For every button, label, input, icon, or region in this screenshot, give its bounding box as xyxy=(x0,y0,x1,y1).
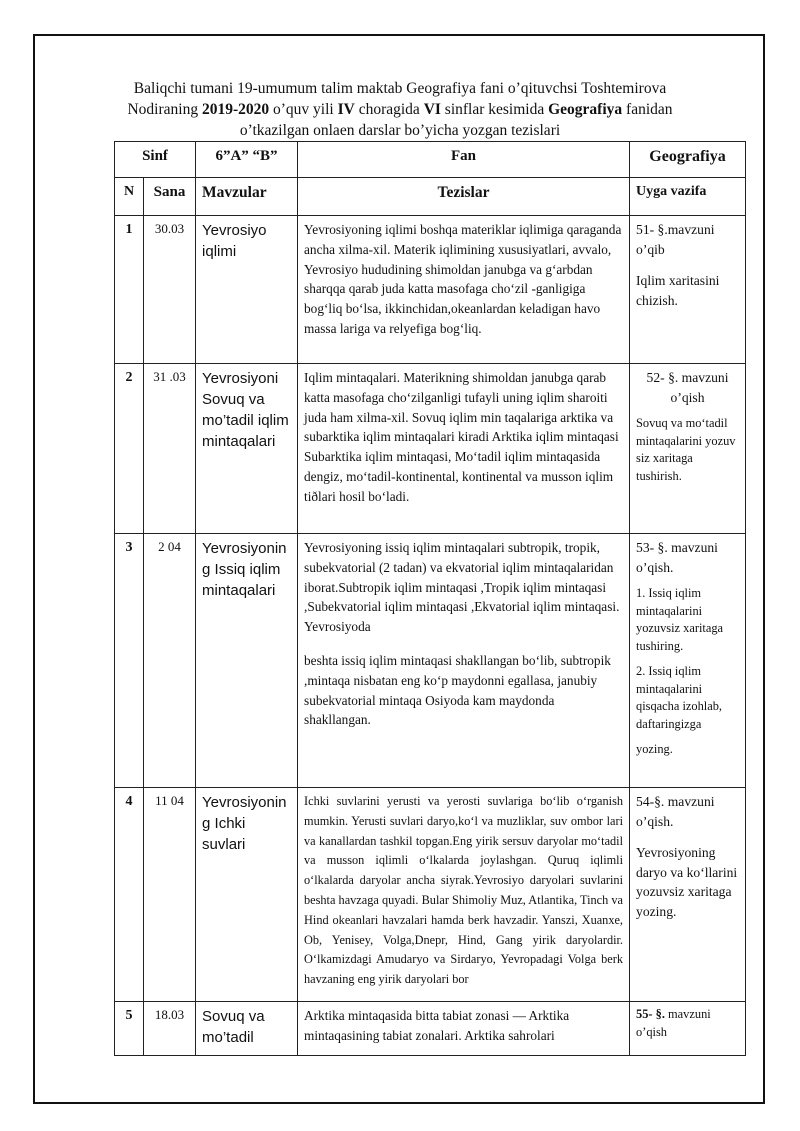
document-header xyxy=(60,78,740,141)
row-topic: Sovuq va mo’tadil xyxy=(196,1002,298,1056)
row-homework: 52- §. mavzuni o’qish Sovuq va mo‘tadil mintaqalarini yozuv siz xaritaga tushirish. xyxy=(630,364,746,534)
row-date: 11 04 xyxy=(144,788,196,1002)
table-header-row-2 xyxy=(115,178,746,216)
row-topic: Yevrosiyonin g Issiq iqlim mintaqalari xyxy=(196,534,298,788)
header-fan: Fan xyxy=(298,142,630,178)
header-mavzular: Mavzular xyxy=(196,178,298,216)
row-homework: 53- §. mavzuni o’qish. 1. Issiq iqlim mintaqalarini yozuvsiz xaritaga tushiring. 2. Issiq iqlim mintaqalarini qisqacha izohlab, daftaringizga yozing. xyxy=(630,534,746,788)
lesson-table xyxy=(114,141,746,1056)
table-header-row-1 xyxy=(115,142,746,178)
header-sinf: Sinf xyxy=(115,142,196,178)
row-number: 1 xyxy=(115,216,144,364)
row-date: 18.03 xyxy=(144,1002,196,1056)
header-n: N xyxy=(115,178,144,216)
table-row xyxy=(115,1002,746,1056)
row-homework: 51- §.mavzuni o’qib Iqlim xaritasini chizish. xyxy=(630,216,746,364)
row-thesis: Iqlim mintaqalari. Materikning shimoldan janubga qarab katta masofaga cho‘zilganligi tufayli uning iqlim sharoiti juda ham xilma-xil. Sovuq iqlim min taqalariga arktika va subarktika iqlim mintaqalari kiradi Arktika iqlim mintaqasi Subarktika iqlim mintaqasi, Mo‘tadil iqlim mintaqasida dengiz, mo‘tadil-kontinental, kontinental va musson iqlim tiðlari hosil bo‘ladi. xyxy=(298,364,630,534)
row-date: 30.03 xyxy=(144,216,196,364)
row-thesis: Ichki suvlarini yerusti va yerosti suvlariga bo‘lib o‘rganish mumkin. Yerusti suvlari daryo,ko‘l va muzliklar, suv ombor lari va kanallardan tashkil topgan.Eng yirik sersuv daryolar mo‘tadil va musson iqlimli o‘lkalarda joylashgan. Quruq iqlimli o‘lkalarda daryolar ancha siyrak.Yevrosiyo daryolari suvlarini beshta havzaga quyadi. Bular Shimoliy Muz, Atlantika, Tinch va Hind okeanlari havzalari hamda berk havzadir. Yanszi, Xuanxe, Ob, Yenisey, Volga,Dnepr, Hind, Gang yirik daryolardir. O‘lkamizdagi Amudaryo va Sirdaryo, Yevropadagi Volga berk havzaning eng yirik daryolari bor xyxy=(298,788,630,1002)
header-subject: Geografiya xyxy=(630,142,746,178)
table-row xyxy=(115,216,746,364)
row-thesis: Yevrosiyoning issiq iqlim mintaqalari subtropik, tropik, subekvatorial (2 tadan) va ekvatorial iqlim mintaqalaridan iborat.Subtropik iqlim mintaqasi ,Tropik iqlim mintaqasi ,Subekvatorial iqlim mintaqasi ,Ekvatorial iqlim mintaqasi. Yevrosiyoda beshta issiq iqlim mintaqasi shakllangan bo‘lib, subtropik ,mintaqa nisbatan eng ko‘p maydonni egallasa, janubiy subekvatorial mintaqa Osiyoda kam maydonda shakllangan. xyxy=(298,534,630,788)
row-number: 3 xyxy=(115,534,144,788)
row-homework: 54-§. mavzuni o’qish. Yevrosiyoning daryo va ko‘llarini yozuvsiz xaritaga yozing. xyxy=(630,788,746,1002)
table-row xyxy=(115,364,746,534)
row-date: 31 .03 xyxy=(144,364,196,534)
header-uyga-vazifa: Uyga vazifa xyxy=(630,178,746,216)
header-line-2: Nodiraning 2019-2020 o’quv yili IV choragida VI sinflar kesimida Geografiya fanidan xyxy=(127,101,673,118)
header-line-3: o’tkazilgan onlaen darslar bo’yicha yozgan tezislari xyxy=(239,122,561,139)
row-number: 4 xyxy=(115,788,144,1002)
row-homework: 55- §. mavzuni o’qish xyxy=(630,1002,746,1056)
row-topic: Yevrosiyo iqlimi xyxy=(196,216,298,364)
header-sana: Sana xyxy=(144,178,196,216)
header-line-1: Baliqchi tumani 19-umumum talim maktab Geografiya fani o’qituvchsi Toshtemirova xyxy=(133,80,667,97)
row-number: 5 xyxy=(115,1002,144,1056)
header-tezislar: Tezislar xyxy=(298,178,630,216)
row-thesis: Yevrosiyoning iqlimi boshqa materiklar iqlimiga qaraganda ancha xilma-xil. Materik iqlimining xususiyatlari, avvalo, Yevrosiyo hududining shimoldan janubga va g‘arbdan sharqqa qarab juda katta masofaga cho‘zil -ganligiga bog‘liq bo‘lsa, ikkinchidan,okeanlardan keladigan havo massa lariga va relyefiga bog‘liq. xyxy=(298,216,630,364)
row-thesis: Arktika mintaqasida bitta tabiat zonasi — Arktika mintaqasining tabiat zonalari. Arktika sahrolari xyxy=(298,1002,630,1056)
table-row xyxy=(115,534,746,788)
row-date: 2 04 xyxy=(144,534,196,788)
header-classes: 6”A” “B” xyxy=(196,142,298,178)
row-topic: Yevrosiyoni Sovuq va mo’tadil iqlim mintaqalari xyxy=(196,364,298,534)
table-row xyxy=(115,788,746,1002)
row-number: 2 xyxy=(115,364,144,534)
row-topic: Yevrosiyonin g Ichki suvlari xyxy=(196,788,298,1002)
